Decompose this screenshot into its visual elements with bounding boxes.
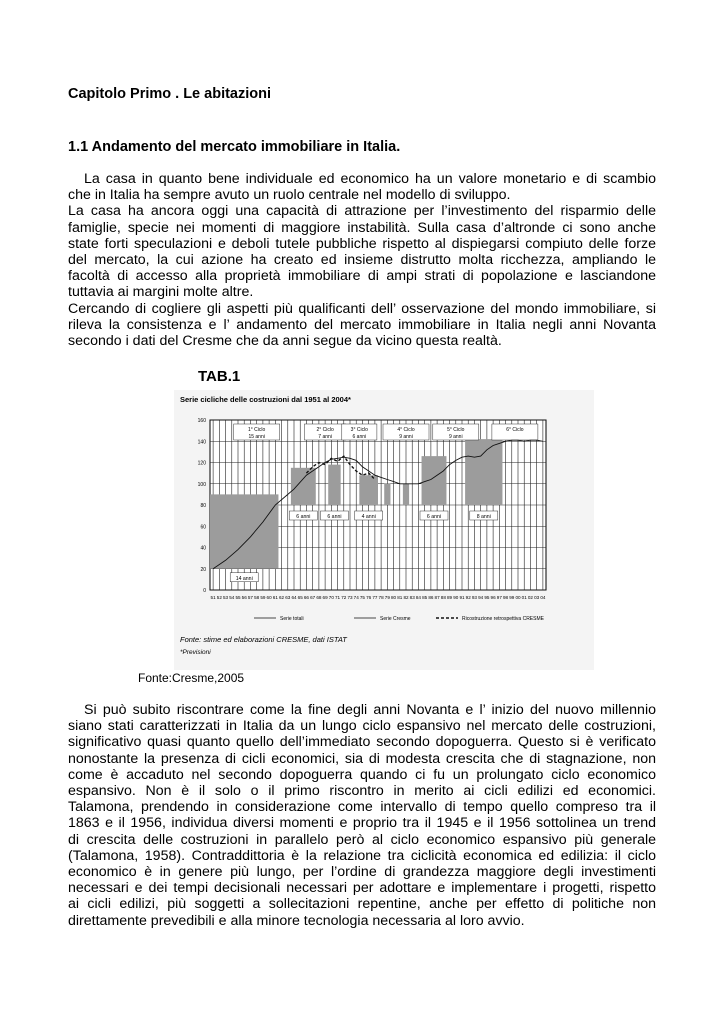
- x-tick-label: 73: [347, 595, 353, 600]
- x-tick-label: 88: [440, 595, 446, 600]
- phase-bar: [210, 494, 278, 568]
- cycle-label: 6° Ciclo: [506, 427, 524, 433]
- y-tick-label: 20: [200, 566, 206, 573]
- text-line: tuttavia ai margini molte altre.: [68, 284, 254, 301]
- text-line: (Talamona, 1958). Contraddittoria è la relazione tra ciclicità economica ed edilizia: il ciclo: [68, 847, 656, 864]
- y-tick-label: 160: [197, 418, 206, 424]
- x-tick-label: 85: [422, 595, 428, 600]
- x-tick-label: 64: [291, 595, 297, 600]
- text-line: 1863 e il 1956, individua diversi momenti e proprio tra il 1945 e il 1956 sottolinea un trend: [68, 815, 656, 832]
- x-tick-label: 79: [384, 595, 390, 600]
- x-tick-label: 80: [390, 595, 397, 600]
- x-tick-label: 98: [502, 595, 509, 600]
- text-line: come è accaduto nel secondo dopoguerra quando ci fu un prolungato ciclo economico: [68, 766, 656, 783]
- phase-bar: [384, 484, 390, 505]
- x-tick-label: 03: [534, 595, 540, 600]
- text-line: economico è in genere più lungo, per l’ordine di grandezza maggiore degli investimenti: [68, 864, 656, 881]
- x-tick-label: 99: [509, 595, 515, 600]
- text-line: necessari e dei tempi decisionali necessari per adottare e implementare i progetti, rispetto: [68, 880, 656, 897]
- y-tick-label: 60: [200, 524, 206, 531]
- text-line: significativo quasi quanto quello dell’immediato secondo dopoguerra. Questo si è verificato: [68, 734, 656, 751]
- text-line: famiglie, specie nei momenti di maggiore instabilità. Sulla casa d’altronde ci sono anche: [68, 219, 656, 236]
- legend-label: Serie Cresme: [380, 616, 411, 622]
- x-tick-label: 69: [322, 595, 328, 600]
- x-tick-label: 84: [415, 595, 422, 600]
- cycle-years: 6 anni: [352, 434, 367, 440]
- duration-label: 14 anni: [235, 575, 253, 582]
- x-tick-label: 77: [372, 595, 378, 600]
- text-line: direttamente prevedibili e alla minore tecnologia necessaria al loro avvio.: [68, 912, 525, 929]
- y-tick-label: 100: [197, 481, 206, 488]
- cycle-years: 9 anni: [448, 434, 463, 440]
- x-tick-label: 58: [254, 595, 260, 600]
- legend-label: Serie totali: [280, 616, 304, 622]
- x-tick-label: 91: [459, 595, 465, 600]
- chapter-title: Capitolo Primo . Le abitazioni: [68, 86, 272, 102]
- duration-label: 6 anni: [327, 514, 342, 520]
- x-tick-label: 57: [247, 595, 254, 600]
- x-tick-label: 63: [285, 595, 291, 600]
- text-line: La casa in quanto bene individuale ed economico ha un valore monetario e di scambio: [84, 171, 656, 187]
- y-tick-label: 40: [200, 545, 206, 552]
- x-tick-label: 92: [465, 595, 471, 600]
- x-tick-label: 97: [496, 595, 502, 600]
- duration-label: 6 anni: [296, 514, 311, 520]
- x-tick-label: 01: [521, 595, 527, 600]
- x-tick-label: 70: [328, 595, 334, 600]
- x-tick-label: 74: [353, 595, 359, 600]
- text-line: La casa ha ancora oggi una capacità di attrazione per l’investimento del risparmio delle: [68, 203, 656, 220]
- chart-source-note: Fonte: stime ed elaborazioni CRESME, dati ISTAT: [180, 635, 347, 644]
- text-line: di crescita delle costruzioni in parallelo però al ciclo economico espansivo più generale: [68, 831, 656, 848]
- x-tick-label: 56: [241, 595, 247, 600]
- text-line: ai cicli edilizi, più soggetti a sollecitazioni repentine, anche per effetto di politiche non: [68, 896, 656, 913]
- x-tick-label: 93: [471, 595, 478, 600]
- x-tick-label: 54: [229, 595, 235, 600]
- x-tick-label: 55: [235, 595, 241, 600]
- x-tick-label: 94: [478, 595, 484, 600]
- x-tick-label: 68: [316, 595, 322, 600]
- x-tick-label: 87: [434, 595, 440, 600]
- text-line: state forti speculazioni e deboli tutele pubbliche rispetto al dispiegarsi compiuto delle forze: [68, 235, 656, 252]
- text-line: Si può subito riscontrare come la fine degli anni Novanta e l’ inizio del nuovo millennio: [84, 702, 656, 718]
- cycle-label: 2° Ciclo: [316, 427, 334, 433]
- paragraph-1: [68, 171, 656, 349]
- x-tick-label: 90: [453, 595, 459, 600]
- y-tick-label: 120: [197, 460, 206, 467]
- x-tick-label: 71: [334, 595, 341, 600]
- x-tick-label: 95: [484, 595, 490, 600]
- x-tick-label: 76: [366, 595, 372, 600]
- text-line: del mercato, la cui azione ha creato ed insieme distrutto molta ricchezza, ampliando le: [68, 252, 656, 269]
- cycle-years: 9 anni: [399, 434, 413, 440]
- chart: [174, 390, 594, 670]
- x-tick-label: 82: [403, 595, 409, 600]
- text-line: siano stati caratterizzati in Italia da un lungo ciclo espansivo nel mercato delle costruzioni,: [68, 718, 656, 735]
- legend-label: Ricostruzione retrospettiva CRESME: [462, 616, 544, 622]
- x-tick-label: 02: [527, 595, 534, 600]
- cycle-years: 15 anni: [248, 434, 265, 440]
- text-line: nonostante la presenza di cicli economici, sia di modesta crescita che di stagnazione, non: [68, 750, 656, 767]
- duration-label: 6 anni: [426, 514, 442, 520]
- x-tick-label: 83: [409, 595, 415, 600]
- paragraph-2: [68, 702, 656, 929]
- chart-svg: [174, 390, 594, 670]
- x-tick-label: 53: [222, 595, 229, 600]
- text-line: Talamona, prendendo in considerazione come intervallo di tempo quello compreso tra il: [68, 799, 656, 816]
- cycle-label: 1° Ciclo: [248, 427, 266, 433]
- chart-footnote: *Previsioni: [180, 649, 211, 656]
- x-tick-label: 65: [297, 595, 303, 600]
- text-line: secondo i dati del Cresme che da anni segue da vicino questa realtà.: [68, 333, 502, 350]
- x-tick-label: 00: [515, 595, 521, 600]
- x-tick-label: 81: [397, 595, 403, 600]
- cycle-label: 3° Ciclo: [350, 427, 368, 433]
- phase-bar: [422, 456, 447, 505]
- text-line: espansivo. Non è il solo o il primo riscontro in merito ai cicli edilizi ed economici.: [68, 783, 656, 800]
- cycle-label: 5° Ciclo: [447, 427, 465, 433]
- x-tick-label: 60: [266, 595, 272, 600]
- phase-bar: [328, 465, 340, 505]
- x-tick-label: 62: [278, 595, 285, 600]
- x-tick-label: 51: [210, 595, 216, 600]
- y-tick-label: 80: [200, 503, 206, 509]
- section-title: 1.1 Andamento del mercato immobiliare in Italia.: [68, 139, 401, 155]
- duration-label: 8 anni: [476, 514, 491, 520]
- text-line: rileva la consistenza e l’ andamento del mercato immobiliare in Italia negli anni Novanta: [68, 316, 656, 333]
- x-tick-label: 72: [341, 595, 347, 600]
- y-tick-label: 0: [203, 588, 206, 594]
- cycle-label: 4° Ciclo: [397, 427, 415, 433]
- x-tick-label: 96: [490, 595, 496, 600]
- x-tick-label: 86: [428, 595, 434, 600]
- text-line: facoltà di accesso alla proprietà immobiliare di ampi strati di popolazione e lasciandone: [68, 268, 656, 285]
- x-tick-label: 52: [216, 595, 222, 600]
- phase-bar: [403, 484, 409, 505]
- x-tick-label: 59: [260, 595, 266, 600]
- x-tick-label: 75: [359, 595, 366, 600]
- x-tick-label: 04: [540, 595, 546, 600]
- x-tick-label: 89: [446, 595, 453, 600]
- text-line: che in Italia ha sempre avuto un ruolo centrale nel modello di sviluppo.: [68, 187, 511, 204]
- x-tick-label: 61: [272, 595, 278, 600]
- chart-title: Serie cicliche delle costruzioni dal 1951 al 2004*: [180, 395, 351, 404]
- x-tick-label: 78: [378, 595, 384, 600]
- phase-bar: [359, 475, 378, 505]
- x-tick-label: 67: [310, 595, 316, 600]
- duration-label: 4 anni: [361, 514, 376, 520]
- cycle-years: 7 anni: [318, 434, 332, 440]
- y-tick-label: 140: [197, 439, 206, 446]
- text-line: Cercando di cogliere gli aspetti più qualificanti dell’ osservazione del mondo immobiliare, si: [68, 300, 656, 317]
- phase-bar: [465, 439, 502, 505]
- chart-source: Fonte:Cresme,2005: [138, 671, 245, 685]
- table-label: TAB.1: [198, 368, 241, 385]
- phase-bar: [291, 468, 316, 505]
- x-tick-label: 66: [303, 595, 310, 600]
